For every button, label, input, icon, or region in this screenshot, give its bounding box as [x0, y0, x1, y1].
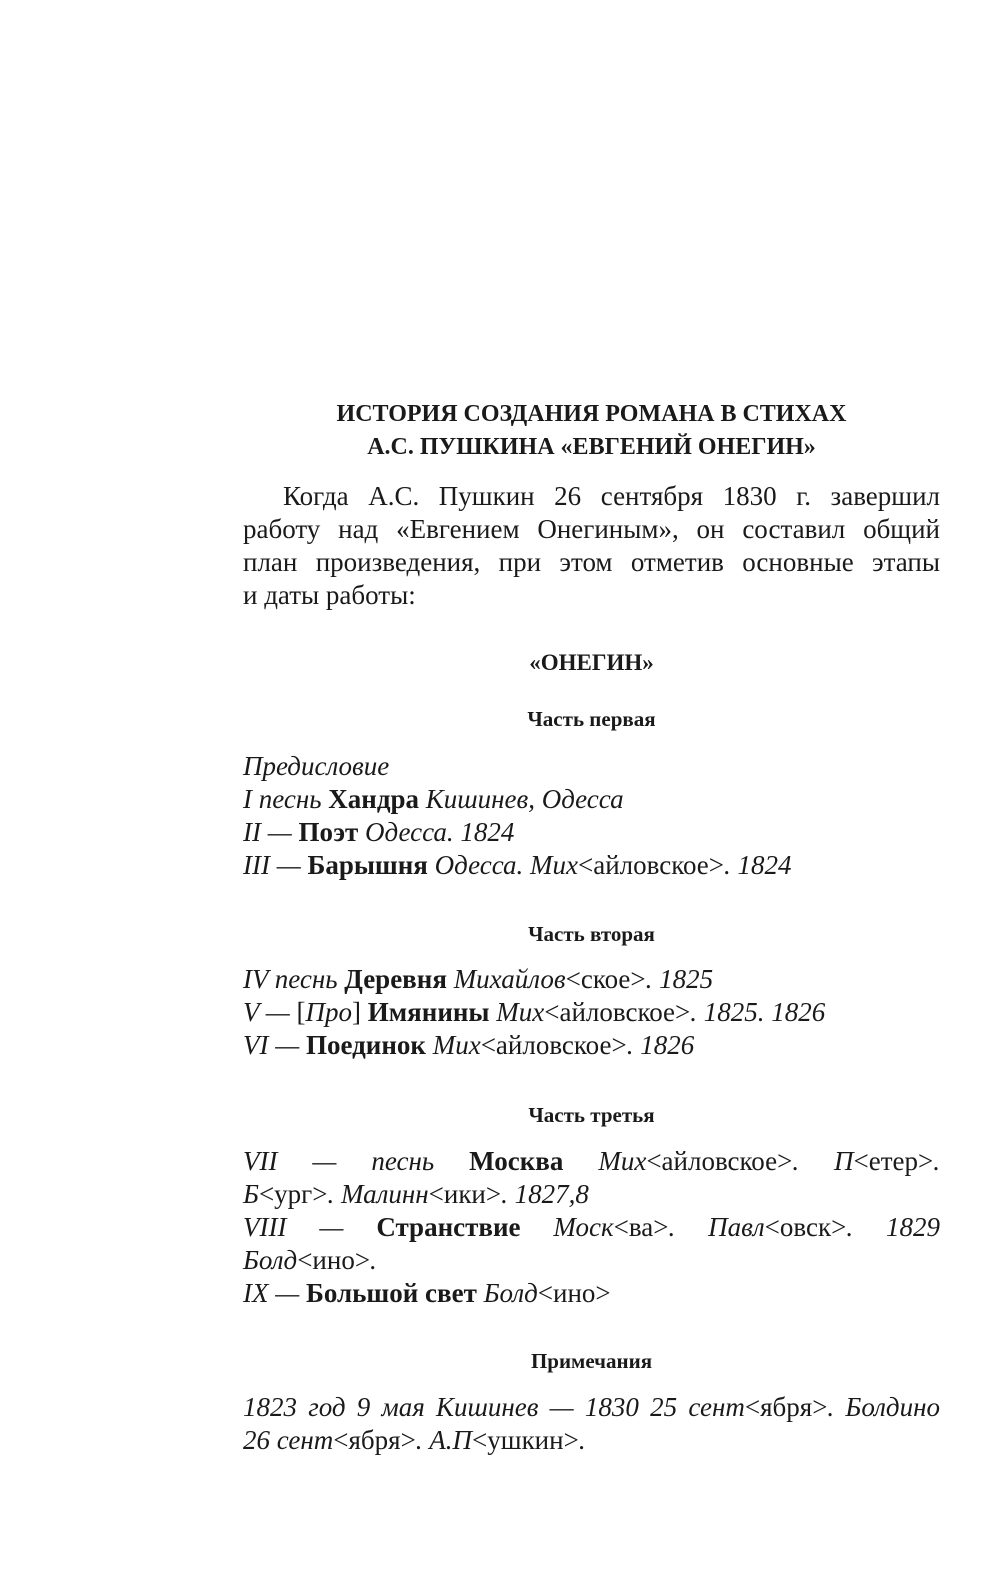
- line-text: Моск: [520, 1212, 614, 1242]
- line-text: <ики>: [428, 1179, 502, 1209]
- section-lines: [243, 963, 940, 1062]
- intro-line: работу над «Евгением Онегиным», он составил общий: [243, 514, 940, 544]
- line-text: . А.П: [415, 1425, 473, 1455]
- line-text: .: [933, 1146, 941, 1176]
- line-text: <етер>: [853, 1146, 934, 1176]
- line-text: Б: [243, 1179, 259, 1209]
- line-text: Про: [305, 997, 353, 1027]
- line-text: IV песнь: [243, 964, 345, 994]
- canto-title: Хандра: [328, 784, 420, 814]
- plan-line: [243, 1178, 940, 1211]
- line-text: <айловское>: [578, 850, 724, 880]
- line-text: Мих: [489, 997, 545, 1027]
- line-text: Мих: [563, 1146, 647, 1176]
- canto-title: Деревня: [344, 964, 447, 994]
- line-text: Одесса. 1824: [358, 817, 515, 847]
- line-text: IX —: [243, 1278, 306, 1308]
- plan-line: [243, 1029, 940, 1062]
- page-title-line-2: А.С. ПУШКИНА «ЕВГЕНИЙ ОНЕГИН»: [367, 434, 816, 460]
- plan-line: [243, 849, 940, 882]
- line-text: <айловское>: [544, 997, 691, 1027]
- plan-line: [243, 963, 940, 996]
- document-page: [243, 398, 940, 1457]
- line-text: VII — песнь: [243, 1146, 470, 1176]
- plan-line: [243, 816, 940, 849]
- line-text: .: [578, 1425, 586, 1455]
- line-text: <ино>: [297, 1245, 371, 1275]
- line-text: 26 сент: [243, 1425, 334, 1455]
- intro-line: Когда А.С. Пушкин 26 сентября 1830 г. завершил: [283, 481, 940, 511]
- intro-line: план произведения, при этом отметив основные этапы: [243, 547, 940, 577]
- section-heading: Часть первая: [527, 707, 656, 731]
- line-text: ]: [352, 997, 368, 1027]
- line-text: <ское>: [565, 964, 646, 994]
- line-text: . 1827,8: [501, 1179, 589, 1209]
- line-text: <ург>: [258, 1179, 328, 1209]
- plan-line: [243, 1244, 940, 1277]
- line-text: Кишинев, Одесса: [419, 784, 624, 814]
- section-heading: Часть вторая: [528, 922, 655, 946]
- plan-line: [243, 1391, 940, 1424]
- line-text: II —: [243, 817, 299, 847]
- plan-line: [243, 783, 940, 816]
- line-text: .: [370, 1245, 377, 1275]
- plan-line: [243, 750, 940, 783]
- line-text: . 1826: [626, 1030, 695, 1060]
- line-text: Болд: [476, 1278, 538, 1308]
- line-text: VIII —: [243, 1212, 377, 1242]
- canto-title: Барышня: [307, 850, 428, 880]
- canto-title: Странствие: [376, 1212, 521, 1242]
- line-text: . 1829: [846, 1212, 940, 1242]
- plan-line: [243, 1277, 940, 1310]
- line-text: <ушкин>: [472, 1425, 579, 1455]
- plan-line: [243, 996, 940, 1029]
- line-text: . Болдино: [827, 1392, 940, 1422]
- line-text: <ва>: [613, 1212, 669, 1242]
- line-text: V —: [243, 997, 297, 1027]
- line-text: III —: [243, 850, 308, 880]
- intro-line: и даты работы:: [243, 580, 416, 610]
- line-text: <овск>: [764, 1212, 847, 1242]
- section-lines: [243, 1145, 940, 1310]
- line-text: . П: [792, 1146, 854, 1176]
- canto-title: Москва: [469, 1146, 564, 1176]
- section-heading: Часть третья: [528, 1103, 655, 1127]
- line-text: . 1825: [645, 964, 714, 994]
- canto-title: Поэт: [298, 817, 359, 847]
- canto-title: Поединок: [306, 1030, 426, 1060]
- line-text: <ино>: [537, 1278, 611, 1308]
- plan-line: [243, 1145, 940, 1178]
- canto-title: Большой свет: [306, 1278, 477, 1308]
- line-text: VI —: [243, 1030, 306, 1060]
- section-lines: [243, 1391, 940, 1457]
- line-text: <ября>: [333, 1425, 416, 1455]
- line-text: I песнь: [243, 784, 329, 814]
- page-title-line-1: ИСТОРИЯ СОЗДАНИЯ РОМАНА В СТИХАХ: [336, 401, 847, 427]
- line-text: . Малинн: [327, 1179, 429, 1209]
- line-text: <айловское>: [480, 1030, 627, 1060]
- line-text: Михайлов: [446, 964, 566, 994]
- section-lines: [243, 750, 940, 882]
- section-heading: Примечания: [530, 1349, 653, 1373]
- line-text: [: [296, 997, 306, 1027]
- line-text: 1823 год 9 мая Кишинев — 1830 25 сент: [243, 1392, 745, 1422]
- line-text: Предисловие: [243, 751, 390, 781]
- plan-sections: [243, 703, 940, 1457]
- line-text: <ября>: [744, 1392, 828, 1422]
- line-text: Болд: [243, 1245, 298, 1275]
- line-text: <айловское>: [646, 1146, 793, 1176]
- line-text: Одесса. Мих: [427, 850, 578, 880]
- line-text: . Павл: [668, 1212, 765, 1242]
- plan-title: «ОНЕГИН»: [529, 650, 654, 675]
- plan-line: [243, 1424, 940, 1457]
- intro-paragraph: [243, 480, 940, 612]
- plan-line: [243, 1211, 940, 1244]
- line-text: . 1825. 1826: [690, 997, 826, 1027]
- line-text: Мих: [425, 1030, 481, 1060]
- line-text: . 1824: [724, 850, 792, 880]
- canto-title: Имянины: [367, 997, 490, 1027]
